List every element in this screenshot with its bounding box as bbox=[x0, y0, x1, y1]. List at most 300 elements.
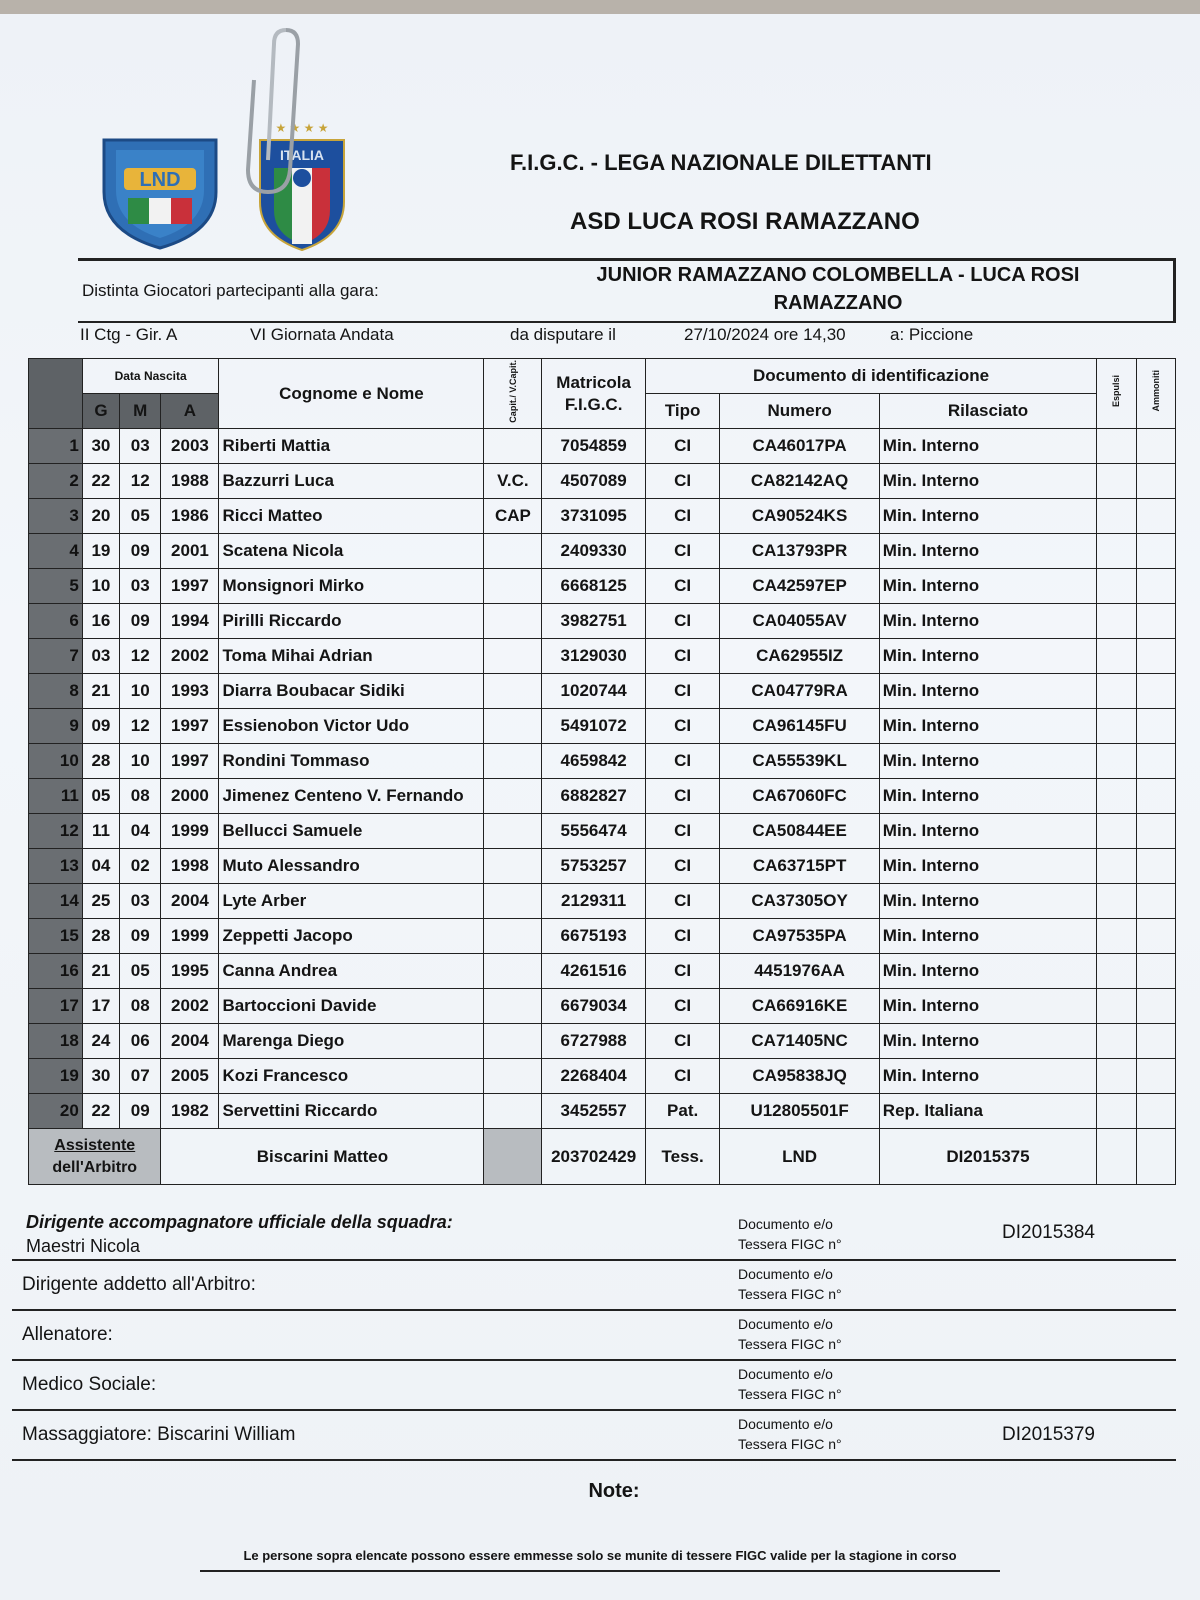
player-name: Lyte Arber bbox=[219, 884, 484, 919]
doc-type: CI bbox=[645, 919, 720, 954]
matricola: 6675193 bbox=[542, 919, 646, 954]
doc-label-line1: Documento e/o bbox=[738, 1366, 833, 1382]
row-number: 18 bbox=[29, 1024, 83, 1059]
captain-mark bbox=[484, 534, 542, 569]
table-row bbox=[29, 849, 1176, 884]
doc-type: CI bbox=[645, 1024, 720, 1059]
doc-issuer: Min. Interno bbox=[879, 534, 1096, 569]
day-header: G bbox=[82, 394, 119, 429]
player-name: Scatena Nicola bbox=[219, 534, 484, 569]
doc-number: CA62955IZ bbox=[720, 639, 879, 674]
doc-number: CA82142AQ bbox=[720, 464, 879, 499]
birth-month: 08 bbox=[120, 779, 161, 814]
espulsi-cell bbox=[1097, 429, 1136, 464]
doc-number: CA55539KL bbox=[720, 744, 879, 779]
birth-day: 28 bbox=[82, 744, 119, 779]
table-row bbox=[29, 604, 1176, 639]
espulsi-cell bbox=[1097, 569, 1136, 604]
assistant-name: Biscarini Matteo bbox=[161, 1129, 484, 1185]
table-row bbox=[29, 534, 1176, 569]
doc-label-line1: Documento e/o bbox=[738, 1416, 833, 1432]
birth-year: 2002 bbox=[161, 639, 219, 674]
doc-number: CA63715PT bbox=[720, 849, 879, 884]
birth-month: 09 bbox=[120, 534, 161, 569]
doc-label-line2: Tessera FIGC n° bbox=[738, 1236, 842, 1252]
captain-mark: CAP bbox=[484, 499, 542, 534]
row-number: 20 bbox=[29, 1094, 83, 1129]
doc-issuer: Min. Interno bbox=[879, 499, 1096, 534]
birth-month: 09 bbox=[120, 1094, 161, 1129]
row-number: 15 bbox=[29, 919, 83, 954]
assistant-doc-number: LND bbox=[720, 1129, 879, 1185]
birth-day: 22 bbox=[82, 464, 119, 499]
table-row bbox=[29, 954, 1176, 989]
matricola: 4507089 bbox=[542, 464, 646, 499]
captain-mark bbox=[484, 709, 542, 744]
ammoniti-cell bbox=[1136, 569, 1175, 604]
espulsi-header-text: Espulsi bbox=[1111, 374, 1122, 407]
doc-label-line2: Tessera FIGC n° bbox=[738, 1436, 842, 1452]
birth-day: 28 bbox=[82, 919, 119, 954]
birth-year: 1982 bbox=[161, 1094, 219, 1129]
birth-year: 1998 bbox=[161, 849, 219, 884]
birth-month: 12 bbox=[120, 639, 161, 674]
player-name: Essienobon Victor Udo bbox=[219, 709, 484, 744]
year-header: A bbox=[161, 394, 219, 429]
doc-label-line2: Tessera FIGC n° bbox=[738, 1286, 842, 1302]
birth-day: 30 bbox=[82, 429, 119, 464]
birth-month: 07 bbox=[120, 1059, 161, 1094]
table-row bbox=[29, 989, 1176, 1024]
doc-issuer: Min. Interno bbox=[879, 709, 1096, 744]
birth-year: 2004 bbox=[161, 884, 219, 919]
doc-issuer: Min. Interno bbox=[879, 639, 1096, 674]
match-datetime: 27/10/2024 ore 14,30 bbox=[684, 325, 846, 344]
assistant-matricola: 203702429 bbox=[542, 1129, 646, 1185]
doc-number: CA71405NC bbox=[720, 1024, 879, 1059]
staff-row-medico bbox=[12, 1360, 1176, 1411]
player-name: Jimenez Centeno V. Fernando bbox=[219, 779, 484, 814]
birth-month: 10 bbox=[120, 674, 161, 709]
doc-label-line1: Documento e/o bbox=[738, 1266, 833, 1282]
espulsi-cell bbox=[1097, 744, 1136, 779]
birth-year: 1997 bbox=[161, 569, 219, 604]
birth-day: 09 bbox=[82, 709, 119, 744]
birth-month: 10 bbox=[120, 744, 161, 779]
doc-label-line2: Tessera FIGC n° bbox=[738, 1336, 842, 1352]
birth-year: 1988 bbox=[161, 464, 219, 499]
table-row bbox=[29, 639, 1176, 674]
player-name: Monsignori Mirko bbox=[219, 569, 484, 604]
birth-month: 09 bbox=[120, 919, 161, 954]
table-row bbox=[29, 1024, 1176, 1059]
birth-year: 1995 bbox=[161, 954, 219, 989]
matricola: 5491072 bbox=[542, 709, 646, 744]
row-number: 9 bbox=[29, 709, 83, 744]
doc-label-line2: Tessera FIGC n° bbox=[738, 1386, 842, 1402]
birth-year: 2002 bbox=[161, 989, 219, 1024]
birth-month: 03 bbox=[120, 429, 161, 464]
doc-number: CA46017PA bbox=[720, 429, 879, 464]
matricola: 4659842 bbox=[542, 744, 646, 779]
birth-year: 1999 bbox=[161, 814, 219, 849]
player-name: Muto Alessandro bbox=[219, 849, 484, 884]
doc-issuer: Min. Interno bbox=[879, 1024, 1096, 1059]
doc-number: CA13793PR bbox=[720, 534, 879, 569]
captain-mark bbox=[484, 1094, 542, 1129]
allenatore-doc-label bbox=[738, 1314, 842, 1354]
birth-year: 1986 bbox=[161, 499, 219, 534]
birth-month: 12 bbox=[120, 709, 161, 744]
lnd-logo-icon bbox=[98, 132, 222, 250]
matricola: 1020744 bbox=[542, 674, 646, 709]
table-row bbox=[29, 1094, 1176, 1129]
birth-year: 2001 bbox=[161, 534, 219, 569]
espulsi-header bbox=[1097, 359, 1136, 429]
dirigente-doc-label bbox=[738, 1214, 842, 1254]
assistant-label-line1: Assistente bbox=[54, 1136, 136, 1154]
ammoniti-cell bbox=[1136, 1094, 1175, 1129]
lnd-logo-text: LND bbox=[139, 169, 181, 191]
doc-issuer: Min. Interno bbox=[879, 814, 1096, 849]
doc-type: CI bbox=[645, 744, 720, 779]
document-header: Documento di identificazione bbox=[645, 359, 1096, 394]
addetto-label: Dirigente addetto all'Arbitro: bbox=[22, 1274, 256, 1295]
captain-mark bbox=[484, 1059, 542, 1094]
matricola: 5753257 bbox=[542, 849, 646, 884]
doc-number: CA66916KE bbox=[720, 989, 879, 1024]
player-name: Kozi Francesco bbox=[219, 1059, 484, 1094]
doc-number: CA67060FC bbox=[720, 779, 879, 814]
row-number: 6 bbox=[29, 604, 83, 639]
birth-day: 30 bbox=[82, 1059, 119, 1094]
doc-issuer: Min. Interno bbox=[879, 464, 1096, 499]
birth-year: 2003 bbox=[161, 429, 219, 464]
birth-day: 11 bbox=[82, 814, 119, 849]
doc-number: CA96145FU bbox=[720, 709, 879, 744]
captain-mark bbox=[484, 744, 542, 779]
ammoniti-cell bbox=[1136, 639, 1175, 674]
matricola: 2129311 bbox=[542, 884, 646, 919]
row-number: 17 bbox=[29, 989, 83, 1024]
name-header: Cognome e Nome bbox=[219, 359, 484, 429]
birth-day: 05 bbox=[82, 779, 119, 814]
doc-number: CA50844EE bbox=[720, 814, 879, 849]
table-row bbox=[29, 814, 1176, 849]
row-number: 2 bbox=[29, 464, 83, 499]
match-title-line2: RAMAZZANO bbox=[773, 292, 903, 314]
espulsi-cell bbox=[1097, 604, 1136, 639]
player-name: Rondini Tommaso bbox=[219, 744, 484, 779]
espulsi-cell bbox=[1097, 779, 1136, 814]
captain-mark: V.C. bbox=[484, 464, 542, 499]
doc-issuer: Min. Interno bbox=[879, 604, 1096, 639]
captain-mark bbox=[484, 954, 542, 989]
row-number: 1 bbox=[29, 429, 83, 464]
birth-month: 12 bbox=[120, 464, 161, 499]
match-title-line1: JUNIOR RAMAZZANO COLOMBELLA - LUCA ROSI bbox=[596, 264, 1080, 286]
captain-mark bbox=[484, 639, 542, 674]
birth-year: 2004 bbox=[161, 1024, 219, 1059]
category-label: II Ctg - Gir. A bbox=[80, 325, 178, 344]
ammoniti-cell bbox=[1136, 989, 1175, 1024]
matricola: 6727988 bbox=[542, 1024, 646, 1059]
birth-year: 2000 bbox=[161, 779, 219, 814]
massaggiatore-doc-label bbox=[738, 1414, 842, 1454]
club-title: ASD LUCA ROSI RAMAZZANO bbox=[570, 208, 920, 235]
doc-number: CA42597EP bbox=[720, 569, 879, 604]
row-number: 19 bbox=[29, 1059, 83, 1094]
row-number: 4 bbox=[29, 534, 83, 569]
assistant-label bbox=[29, 1129, 161, 1185]
matricola: 3731095 bbox=[542, 499, 646, 534]
rilasciato-header: Rilasciato bbox=[879, 394, 1096, 429]
doc-type: CI bbox=[645, 989, 720, 1024]
doc-issuer: Min. Interno bbox=[879, 954, 1096, 989]
row-number: 12 bbox=[29, 814, 83, 849]
dirigente-label: Dirigente accompagnatore ufficiale della squadra: bbox=[26, 1212, 453, 1232]
doc-type: CI bbox=[645, 534, 720, 569]
row-number: 7 bbox=[29, 639, 83, 674]
birth-day: 25 bbox=[82, 884, 119, 919]
birth-year: 1993 bbox=[161, 674, 219, 709]
table-row bbox=[29, 919, 1176, 954]
row-number: 10 bbox=[29, 744, 83, 779]
matricola: 2268404 bbox=[542, 1059, 646, 1094]
birth-month: 05 bbox=[120, 499, 161, 534]
table-row bbox=[29, 884, 1176, 919]
espulsi-cell bbox=[1097, 989, 1136, 1024]
espulsi-cell bbox=[1097, 639, 1136, 674]
row-number: 16 bbox=[29, 954, 83, 989]
captain-mark bbox=[484, 779, 542, 814]
doc-label-line1: Documento e/o bbox=[738, 1216, 833, 1232]
doc-number: CA90524KS bbox=[720, 499, 879, 534]
ammoniti-cell bbox=[1136, 814, 1175, 849]
player-name: Diarra Boubacar Sidiki bbox=[219, 674, 484, 709]
birth-day: 21 bbox=[82, 674, 119, 709]
birth-day: 19 bbox=[82, 534, 119, 569]
player-name: Toma Mihai Adrian bbox=[219, 639, 484, 674]
espulsi-cell bbox=[1097, 534, 1136, 569]
espulsi-cell bbox=[1097, 674, 1136, 709]
doc-number: CA04055AV bbox=[720, 604, 879, 639]
doc-type: CI bbox=[645, 709, 720, 744]
captain-mark bbox=[484, 919, 542, 954]
birth-day: 21 bbox=[82, 954, 119, 989]
espulsi-cell bbox=[1097, 1059, 1136, 1094]
ammoniti-cell bbox=[1136, 534, 1175, 569]
round-label: VI Giornata Andata bbox=[250, 325, 394, 344]
matricola: 6679034 bbox=[542, 989, 646, 1024]
assistant-espulsi-cell bbox=[1097, 1129, 1136, 1185]
espulsi-cell bbox=[1097, 499, 1136, 534]
espulsi-cell bbox=[1097, 814, 1136, 849]
birth-year: 1997 bbox=[161, 744, 219, 779]
birth-day: 20 bbox=[82, 499, 119, 534]
row-number: 11 bbox=[29, 779, 83, 814]
captain-header-text: Capit./ V.Capit. bbox=[507, 359, 518, 423]
ammoniti-cell bbox=[1136, 709, 1175, 744]
doc-type: CI bbox=[645, 849, 720, 884]
staff-row-addetto bbox=[12, 1260, 1176, 1311]
doc-number: CA04779RA bbox=[720, 674, 879, 709]
espulsi-cell bbox=[1097, 464, 1136, 499]
dirigente-name: Maestri Nicola bbox=[26, 1236, 141, 1256]
birth-month: 08 bbox=[120, 989, 161, 1024]
table-row bbox=[29, 1059, 1176, 1094]
matricola: 5556474 bbox=[542, 814, 646, 849]
doc-type: CI bbox=[645, 499, 720, 534]
birth-month: 03 bbox=[120, 569, 161, 604]
doc-issuer: Min. Interno bbox=[879, 779, 1096, 814]
espulsi-cell bbox=[1097, 919, 1136, 954]
table-row bbox=[29, 464, 1176, 499]
doc-number: CA37305OY bbox=[720, 884, 879, 919]
ammoniti-cell bbox=[1136, 674, 1175, 709]
tipo-header: Tipo bbox=[645, 394, 720, 429]
espulsi-cell bbox=[1097, 709, 1136, 744]
table-row bbox=[29, 709, 1176, 744]
doc-type: CI bbox=[645, 954, 720, 989]
ammoniti-cell bbox=[1136, 429, 1175, 464]
doc-issuer: Min. Interno bbox=[879, 849, 1096, 884]
doc-type: CI bbox=[645, 429, 720, 464]
row-number: 3 bbox=[29, 499, 83, 534]
birth-day: 24 bbox=[82, 1024, 119, 1059]
note-label: Note: bbox=[588, 1480, 640, 1502]
captain-mark bbox=[484, 604, 542, 639]
doc-type: CI bbox=[645, 779, 720, 814]
match-title bbox=[558, 261, 1118, 317]
matricola: 4261516 bbox=[542, 954, 646, 989]
players-table-body bbox=[29, 429, 1176, 1129]
birth-month: 02 bbox=[120, 849, 161, 884]
assistant-doc-issuer: DI2015375 bbox=[879, 1129, 1096, 1185]
birth-day: 17 bbox=[82, 989, 119, 1024]
svg-text:★ ★ ★ ★: ★ ★ ★ ★ bbox=[275, 121, 329, 135]
player-name: Bartoccioni Davide bbox=[219, 989, 484, 1024]
table-surface-edge bbox=[0, 0, 1200, 14]
ammoniti-cell bbox=[1136, 604, 1175, 639]
assistant-ammoniti-cell bbox=[1136, 1129, 1175, 1185]
doc-issuer: Min. Interno bbox=[879, 674, 1096, 709]
espulsi-cell bbox=[1097, 849, 1136, 884]
row-number-header bbox=[29, 359, 83, 429]
matricola-header bbox=[542, 359, 646, 429]
italia-logo-text: ITALIA bbox=[279, 147, 325, 163]
matricola-header-line1: Matricola bbox=[556, 372, 631, 392]
captain-mark bbox=[484, 569, 542, 604]
birth-year: 1999 bbox=[161, 919, 219, 954]
table-row bbox=[29, 569, 1176, 604]
birth-year: 1997 bbox=[161, 709, 219, 744]
dirigente-doc-number: DI2015384 bbox=[1002, 1222, 1095, 1243]
players-table bbox=[28, 358, 1176, 1185]
player-name: Zeppetti Jacopo bbox=[219, 919, 484, 954]
row-number: 5 bbox=[29, 569, 83, 604]
matricola: 6668125 bbox=[542, 569, 646, 604]
matricola: 6882827 bbox=[542, 779, 646, 814]
ammoniti-cell bbox=[1136, 1059, 1175, 1094]
doc-issuer: Min. Interno bbox=[879, 989, 1096, 1024]
captain-header bbox=[484, 359, 542, 429]
birth-month: 05 bbox=[120, 954, 161, 989]
doc-number: U12805501F bbox=[720, 1094, 879, 1129]
month-header: M bbox=[120, 394, 161, 429]
birth-date-header: Data Nascita bbox=[82, 359, 219, 394]
captain-mark bbox=[484, 989, 542, 1024]
medico-doc-label bbox=[738, 1364, 842, 1404]
doc-type: CI bbox=[645, 569, 720, 604]
birth-day: 22 bbox=[82, 1094, 119, 1129]
ammoniti-cell bbox=[1136, 919, 1175, 954]
captain-mark bbox=[484, 674, 542, 709]
doc-type: CI bbox=[645, 814, 720, 849]
assistant-label-line2: dell'Arbitro bbox=[52, 1158, 138, 1176]
birth-day: 16 bbox=[82, 604, 119, 639]
birth-day: 10 bbox=[82, 569, 119, 604]
player-name: Canna Andrea bbox=[219, 954, 484, 989]
staff-row-allenatore bbox=[12, 1310, 1176, 1361]
doc-issuer: Min. Interno bbox=[879, 744, 1096, 779]
matricola: 7054859 bbox=[542, 429, 646, 464]
matricola: 3982751 bbox=[542, 604, 646, 639]
matricola-header-line2: F.I.G.C. bbox=[564, 394, 623, 414]
birth-year: 1994 bbox=[161, 604, 219, 639]
matricola: 3129030 bbox=[542, 639, 646, 674]
player-name: Bazzurri Luca bbox=[219, 464, 484, 499]
ammoniti-cell bbox=[1136, 954, 1175, 989]
table-row bbox=[29, 429, 1176, 464]
doc-issuer: Min. Interno bbox=[879, 569, 1096, 604]
table-row bbox=[29, 744, 1176, 779]
doc-number: CA95838JQ bbox=[720, 1059, 879, 1094]
assistant-row bbox=[29, 1129, 1176, 1185]
player-name: Pirilli Riccardo bbox=[219, 604, 484, 639]
doc-label-line1: Documento e/o bbox=[738, 1316, 833, 1332]
match-box bbox=[78, 258, 1176, 323]
doc-type: CI bbox=[645, 639, 720, 674]
staff-row-dirigente bbox=[12, 1210, 1176, 1261]
player-name: Bellucci Samuele bbox=[219, 814, 484, 849]
doc-type: CI bbox=[645, 604, 720, 639]
ammoniti-cell bbox=[1136, 744, 1175, 779]
doc-type: CI bbox=[645, 884, 720, 919]
doc-type: CI bbox=[645, 1059, 720, 1094]
doc-type: CI bbox=[645, 464, 720, 499]
doc-issuer: Min. Interno bbox=[879, 884, 1096, 919]
birth-month: 04 bbox=[120, 814, 161, 849]
player-name: Ricci Matteo bbox=[219, 499, 484, 534]
ammoniti-cell bbox=[1136, 779, 1175, 814]
matricola: 3452557 bbox=[542, 1094, 646, 1129]
paper-clip-icon bbox=[228, 20, 308, 200]
birth-month: 09 bbox=[120, 604, 161, 639]
match-venue: a: Piccione bbox=[890, 325, 974, 344]
birth-day: 03 bbox=[82, 639, 119, 674]
matricola: 2409330 bbox=[542, 534, 646, 569]
footer-divider bbox=[200, 1570, 1000, 1572]
allenatore-label: Allenatore: bbox=[22, 1324, 113, 1345]
table-row bbox=[29, 499, 1176, 534]
doc-issuer: Min. Interno bbox=[879, 429, 1096, 464]
birth-month: 03 bbox=[120, 884, 161, 919]
player-name: Marenga Diego bbox=[219, 1024, 484, 1059]
captain-mark bbox=[484, 814, 542, 849]
doc-type: Pat. bbox=[645, 1094, 720, 1129]
footer-notice: Le persone sopra elencate possono essere emmesse solo se munite di tessere FIGC valide per la stagione in corso bbox=[243, 1548, 957, 1563]
